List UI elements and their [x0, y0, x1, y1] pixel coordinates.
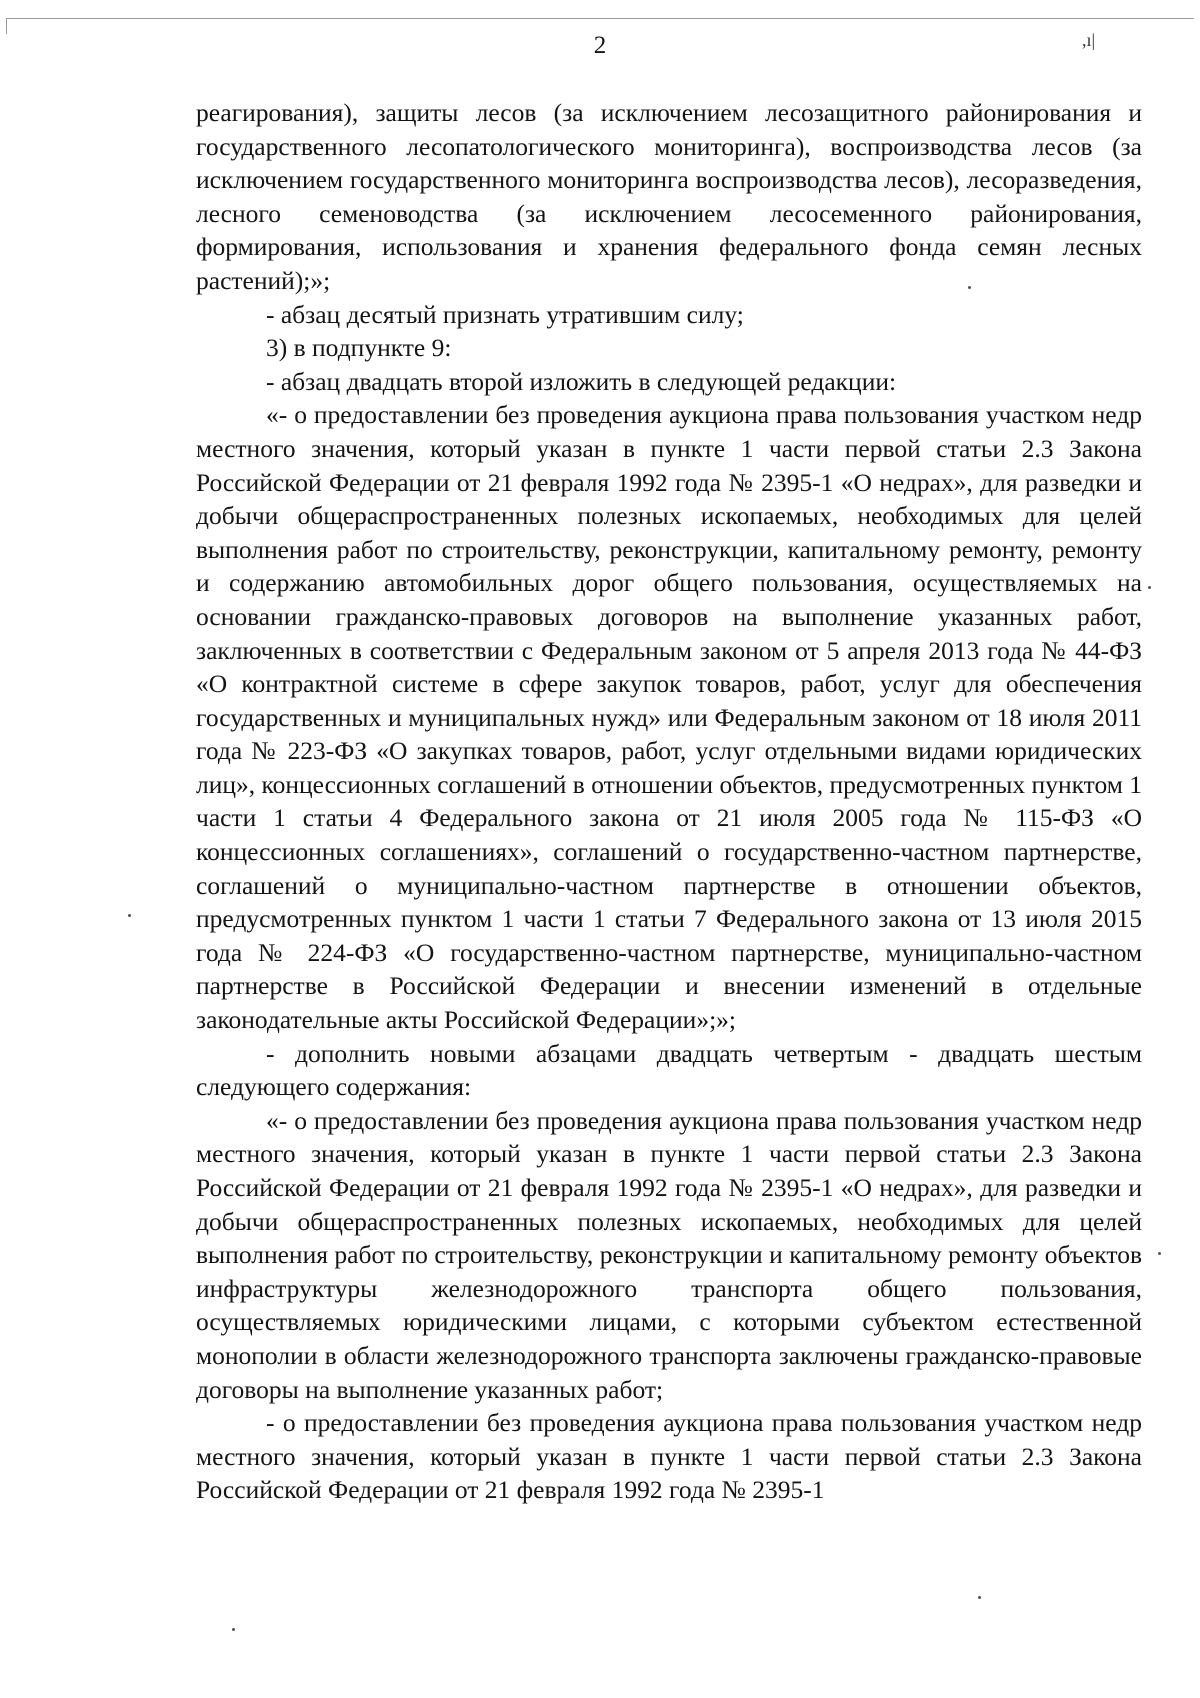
scan-speck [978, 1596, 981, 1599]
paragraph-7: «- о предоставлении без проведения аукциона права пользования участком недр местного значения, который указан в пункте 1 части первой статьи 2.3 Закона Российской Федерации от 21 февраля 1992 года № 2395-1 «О недрах», для разведки и добычи общераспространенных полезных ископаемых, необходимых для целей выполнения работ по строительству, реконструкции и капитальному ремонту объектов инфраструктуры железнодорожного транспорта общего пользования, осуществляемых юридическими лицами, с которыми субъектом естественной монополии в области железнодорожного транспорта заключены гражданско-правовые договоры на выполнение указанных работ; [196, 1105, 1142, 1404]
scan-speck [1158, 1252, 1161, 1255]
scan-speck [232, 1628, 235, 1631]
paragraph-1: реагирования), защиты лесов (за исключением лесозащитного районирования и государственного лесопатологического мониторинга), воспроизводства лесов (за исключением государственного мониторинга воспроизводства лесов), лесоразведения, лесного семеноводства (за исключением лесосеменного районирования, формирования, использования и хранения федерального фонда семян лесных растений);»; [196, 98, 1142, 295]
document-body [196, 96, 1142, 1507]
page-number: 2 [593, 32, 607, 59]
scan-edge-line [6, 18, 1194, 19]
scan-speck [1148, 586, 1151, 589]
paragraph-3: 3) в подпункте 9: [266, 333, 452, 363]
paragraph-6: - дополнить новыми абзацами двадцать четвертым - двадцать шестым следующего содержания: [196, 1038, 1142, 1102]
corner-mark: ,ı| [1082, 30, 1096, 50]
paragraph-5: «- о предоставлении без проведения аукциона права пользования участком недр местного значения, который указан в пункте 1 части первой статьи 2.3 Закона Российской Федерации от 21 февраля 1992 года № 2395-1 «О недрах», для разведки и добычи общераспространенных полезных ископаемых, необходимых для целей выполнения работ по строительству, реконструкции, капитальному ремонту, ремонту и содержанию автомобильных дорог общего пользования, осуществляемых на основании гражданско-правовых договоров на выполнение указанных работ, заключенных в соответствии с Федеральным законом от 5 апреля 2013 года № 44-ФЗ «О контрактной системе в сфере закупок товаров, работ, услуг для обеспечения государственных и муниципальных нужд» или Федеральным законом от 18 июля 2011 года № 223-ФЗ «О закупках товаров, работ, услуг отдельными видами юридических лиц», концессионных соглашений в отношении объектов, предусмотренных пунктом 1 части 1 статьи 4 Федерального закона от 21 июля 2005 года № 115-ФЗ «О концессионных соглашениях», соглашений о государственно-частном партнерстве, соглашений о муниципально-частном партнерстве в отношении объектов, предусмотренных пунктом 1 части 1 статьи 7 Федерального закона от 13 июля 2015 года № 224-ФЗ «О государственно-частном партнерстве, муниципально-частном партнерстве в Российской Федерации и внесении изменений в отдельные законодательные акты Российской Федерации»;»; [196, 400, 1142, 1035]
paragraph-2: - абзац десятый признать утратившим силу; [266, 299, 744, 329]
paragraph-4: - абзац двадцать второй изложить в следующей редакции: [266, 366, 897, 396]
paragraph-8: - о предоставлении без проведения аукциона права пользования участком недр местного значения, который указан в пункте 1 части первой статьи 2.3 Закона Российской Федерации от 21 февраля 1992 года № 2395-1 [196, 1408, 1142, 1505]
scan-speck [128, 914, 131, 917]
scan-speck [968, 286, 971, 289]
